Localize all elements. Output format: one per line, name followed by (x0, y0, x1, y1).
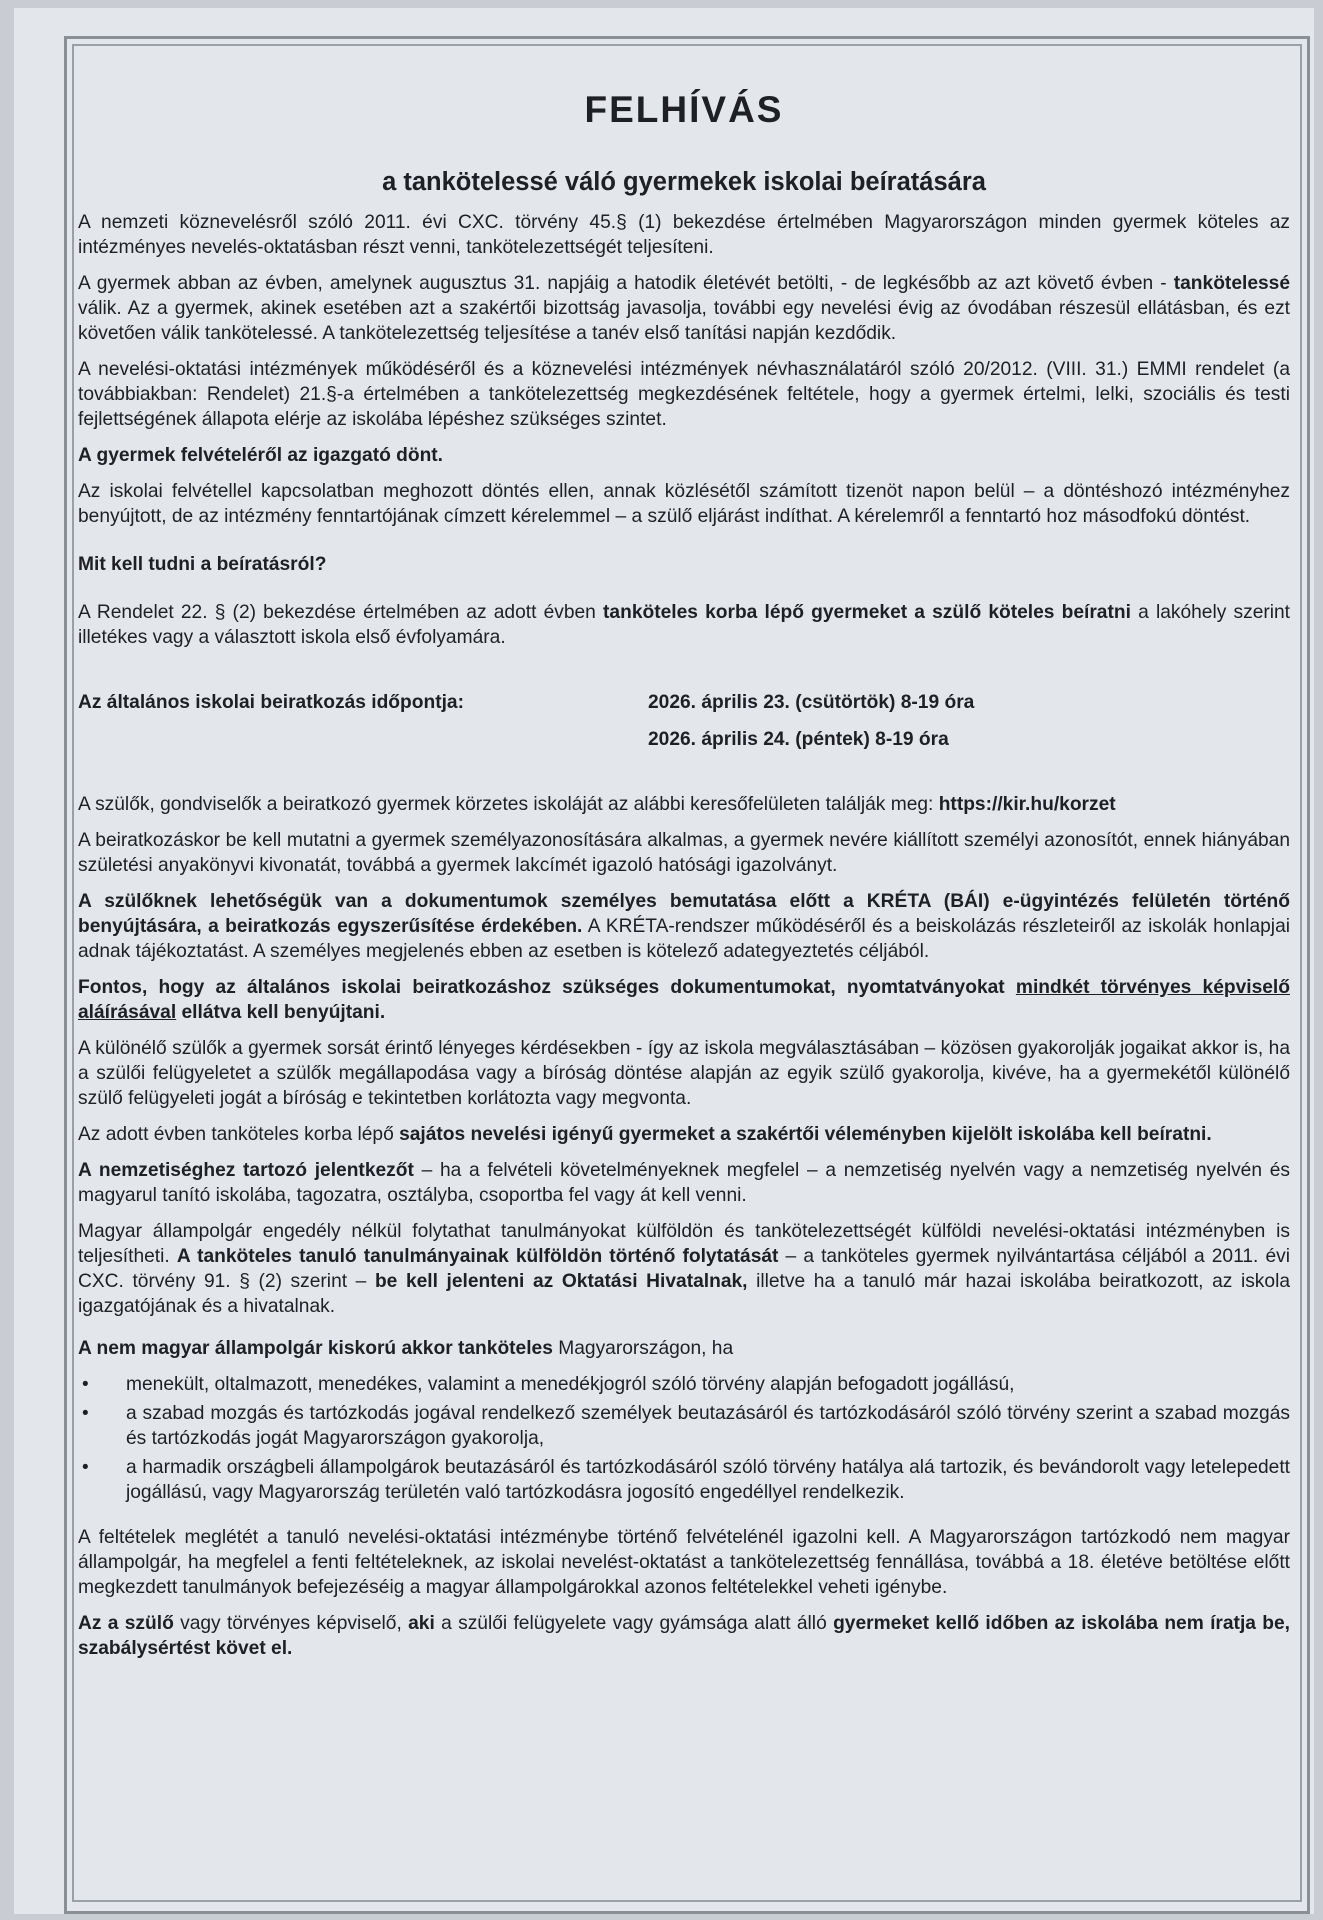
paragraph-principal-decides: A gyermek felvételéről az igazgató dönt. (78, 445, 444, 466)
paragraph-legal-basis: A nemzeti köznevelésről szóló 2011. évi CXC. törvény 45.§ (1) bekezdése értelmében Magyarországon minden gyermek köteles az intézményes nevelés-oktatásban részt venni, tankötelezettségét teljesíteni. (78, 212, 1290, 258)
paragraph-obligation: A Rendelet 22. § (2) bekezdése értelmében az adott évben tanköteles korba lépő gyermeket a szülő köteles beíratni a lakóhely szerint illetékes vagy a választott iskola első évfolyamára. (78, 602, 1291, 648)
district-search-link[interactable]: https://kir.hu/korzet (938, 794, 1116, 815)
bullet-icon: • (82, 1403, 89, 1424)
enrollment-dates-values (648, 690, 974, 764)
paragraph-appeal: Az iskolai felvétellel kapcsolatban meghozott döntés ellen, annak közlésétől számított tizenöt napon belül – a döntéshozó intézményhez benyújtott, de az intézmény fenntartójának címzett kérelemmel – a szülő eljárást indíthat. A kérelemről a fenntartó hoz másodfokú döntést. (78, 481, 1290, 527)
list-item: • a harmadik országbeli állampolgárok beutazásáról és tartózkodásáról szóló törvény hatálya alá tartozik, és bevándorolt vagy letelepedett jogállású, vagy Magyarország területén való tartózkodásra jogosító engedéllyel rendelkezik. (82, 1457, 1290, 1503)
paragraph-foreign-citizens: A nem magyar állampolgár kiskorú akkor tanköteles Magyarországon, ha (78, 1338, 734, 1359)
notice-subtitle: a tankötelessé váló gyermekek iskolai beíratására (382, 168, 986, 196)
list-item: • a szabad mozgás és tartózkodás jogával rendelkező személyek beutazásáról és tartózkodásáról szóló törvény szerint a szabad mozgás és tartózkodás jogát Magyarországon gyakorolja, (82, 1403, 1290, 1449)
paragraph-documents: A beiratkozáskor be kell mutatni a gyermek személyazonosítására alkalmas, a gyermek nevére kiállított személyi azonosítót, ennek hiányában születési anyakönyvi kivonatát, továbbá a gyermek lakcímét igazoló hatósági igazolványt. (78, 830, 1290, 876)
enrollment-date-2: 2026. április 24. (péntek) 8-19 óra (648, 729, 949, 750)
paragraph-abroad: Magyar állampolgár engedély nélkül folytathat tanulmányokat külföldön és tankötelezettségét külföldi nevelési-oktatási intézményben is teljesítheti. A tanköteles tanuló tanulmányainak külföldön történő folytatását – a tanköteles gyermek nyilvántartása céljából a 2011. évi CXC. törvény 91. § (2) szerint – be kell jelenteni az Oktatási Hivatalnak, illetve ha a tanuló már hazai iskolába beiratkozott, az iskola igazgatójának és a hivatalnak. (78, 1221, 1291, 1317)
paragraph-offence: Az a szülő vagy törvényes képviselő, aki a szülői felügyelete vagy gyámsága alatt álló gyermeket kellő időben az iskolába nem íratja be, szabálysértést követ el. (78, 1613, 1290, 1659)
enrollment-date-1: 2026. április 23. (csütörtök) 8-19 óra (648, 692, 975, 713)
enrollment-dates-label: Az általános iskolai beiratkozás időpontja: (78, 692, 464, 713)
paragraph-school-age: A gyermek abban az évben, amelynek augusztus 31. napjáig a hatodik életévét betölti, - de legkésőbb az azt követő évben - tankötelessé válik. Az a gyermek, akinek esetében azt a szakértői bizottság javasolja, további egy nevelési évig az óvodában részesül ellátásban, és ezt követően válik tankötelessé. A tankötelezettség teljesítése a tanév első tanítási napján kezdődik. (78, 273, 1290, 344)
bullet-icon: • (82, 1457, 89, 1478)
paragraph-signatures: Fontos, hogy az általános iskolai beiratkozáshoz szükséges dokumentumokat, nyomtatványokat mindkét törvényes képviselő aláírásával ellátva kell benyújtani. (78, 977, 1290, 1023)
list-item: • menekült, oltalmazott, menedékes, valamint a menedékjogról szóló törvény alapján befogadott jogállású, (82, 1374, 1015, 1395)
paragraph-conditions-proof: A feltételek meglétét a tanuló nevelési-oktatási intézménybe történő felvételénél igazolni kell. A Magyarországon tartózkodó nem magyar állampolgár, ha megfelel a fenti feltételeknek, az iskolai nevelést-oktatást a tankötelezettség fennállása, továbbá a 18. életéve betöltése előtt megkezdett tanulmányok befejezéséig a magyar állampolgárokkal azonos feltételekkel veheti igénybe. (78, 1527, 1290, 1598)
notice-content (78, 88, 1290, 1672)
section-heading-enrollment: Mit kell tudni a beíratásról? (78, 554, 327, 575)
paragraph-readiness: A nevelési-oktatási intézmények működéséről és a köznevelési intézmények névhasználatáról szóló 20/2012. (VIII. 31.) EMMI rendelet (a továbbiakban: Rendelet) 21.§-a értelmében a tankötelezettség megkezdésének feltétele, hogy a gyermek értelmi, lelki, szociális és testi fejlettségének állapota elérje az iskolába lépéshez szükséges szintet. (78, 359, 1290, 430)
bullet-icon: • (82, 1374, 89, 1395)
notice-title: FELHÍVÁS (584, 89, 784, 130)
paragraph-district-search: A szülők, gondviselők a beiratkozó gyermek körzetes iskoláját az alábbi keresőfelületen találják meg: https://kir.hu/korzet (78, 794, 1116, 815)
enrollment-dates (78, 690, 1290, 764)
paragraph-kreta: A szülőknek lehetőségük van a dokumentumok személyes bemutatása előtt a KRÉTA (BÁI) e-ügyintézés felületén történő benyújtására, a beiratkozás egyszerűsítése érdekében. A KRÉTA-rendszer működéséről és a beiskolázás részleteiről az iskolák honlapjai adnak tájékoztatást. A személyes megjelenés ebben az esetben is kötelező adategyeztetés céljából. (78, 891, 1291, 962)
paragraph-separated-parents: A különélő szülők a gyermek sorsát érintő lényeges kérdésekben - így az iskola megválasztásában – közösen gyakorolják jogaikat akkor is, ha a szülői felügyeletet a szülők megállapodása vagy a bíróság döntése alapján az egyik szülő gyakorolja, kivéve, ha a gyermekétől különélő szülő felügyeleti jogát a bíróság e tekintetben korlátozta vagy megvonta. (78, 1038, 1290, 1109)
paragraph-special-needs: Az adott évben tanköteles korba lépő sajátos nevelési igényű gyermeket a szakértői véleményben kijelölt iskolába kell beíratni. (78, 1124, 1212, 1145)
document-sheet (14, 8, 1314, 1914)
paragraph-nationality: A nemzetiséghez tartozó jelentkezőt – ha a felvételi követelményeknek megfelel – a nemzetiség nyelvén vagy a nemzetiség nyelvén és magyarul tanító iskolába, tagozatra, osztályba, csoportba fel vagy át kell venni. (78, 1160, 1290, 1206)
foreign-citizen-conditions (78, 1372, 1290, 1505)
